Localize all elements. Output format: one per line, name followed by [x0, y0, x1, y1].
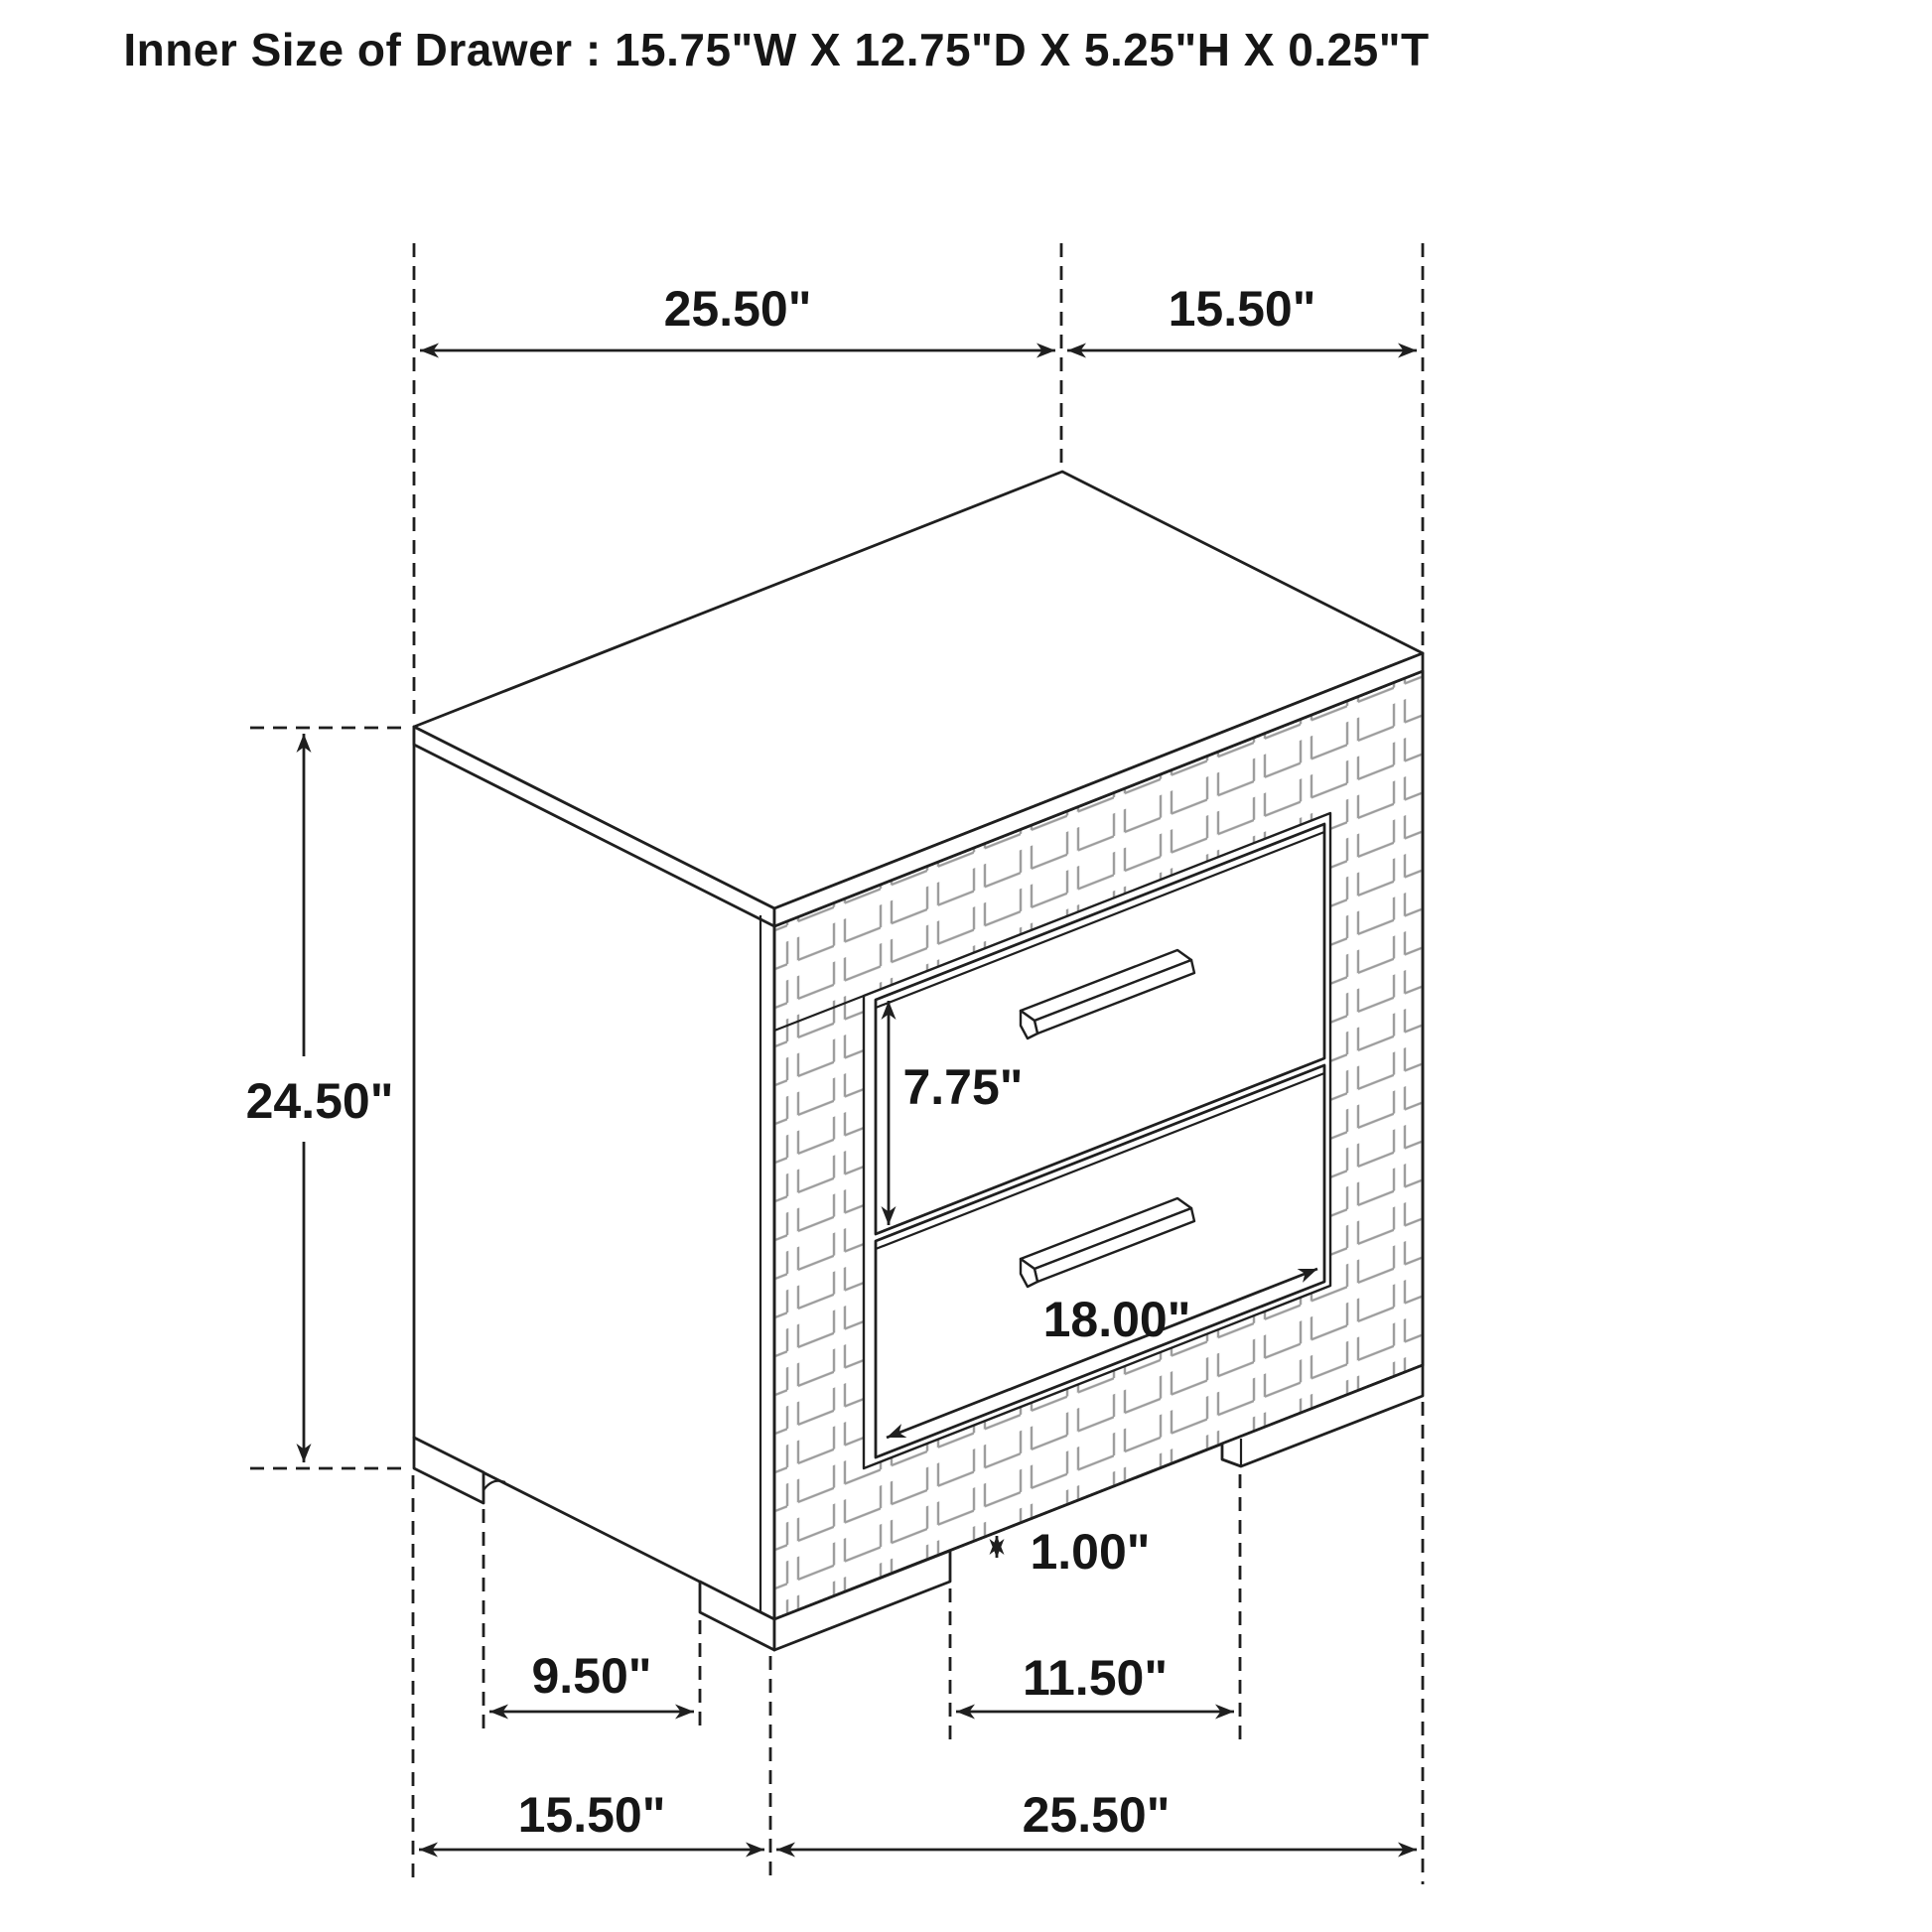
label-front-leg-gap: 11.50" [1022, 1650, 1169, 1706]
label-drawer-width: 18.00" [1042, 1292, 1191, 1347]
label-top-depth: 15.50" [1168, 281, 1316, 337]
label-drawer-height: 7.75" [902, 1059, 1024, 1115]
label-height: 24.50" [245, 1073, 394, 1129]
label-bottom-width: 25.50" [1022, 1787, 1171, 1843]
drawing-title: Inner Size of Drawer : 15.75"W X 12.75"D X 5.25"H X 0.25"T [123, 24, 1430, 75]
side-foot-arc-detail [483, 1481, 505, 1490]
label-bottom-depth: 15.50" [517, 1787, 666, 1843]
label-base-recess: 1.00" [1030, 1524, 1151, 1580]
label-side-leg-gap: 9.50" [531, 1648, 652, 1704]
label-top-width: 25.50" [663, 281, 812, 337]
